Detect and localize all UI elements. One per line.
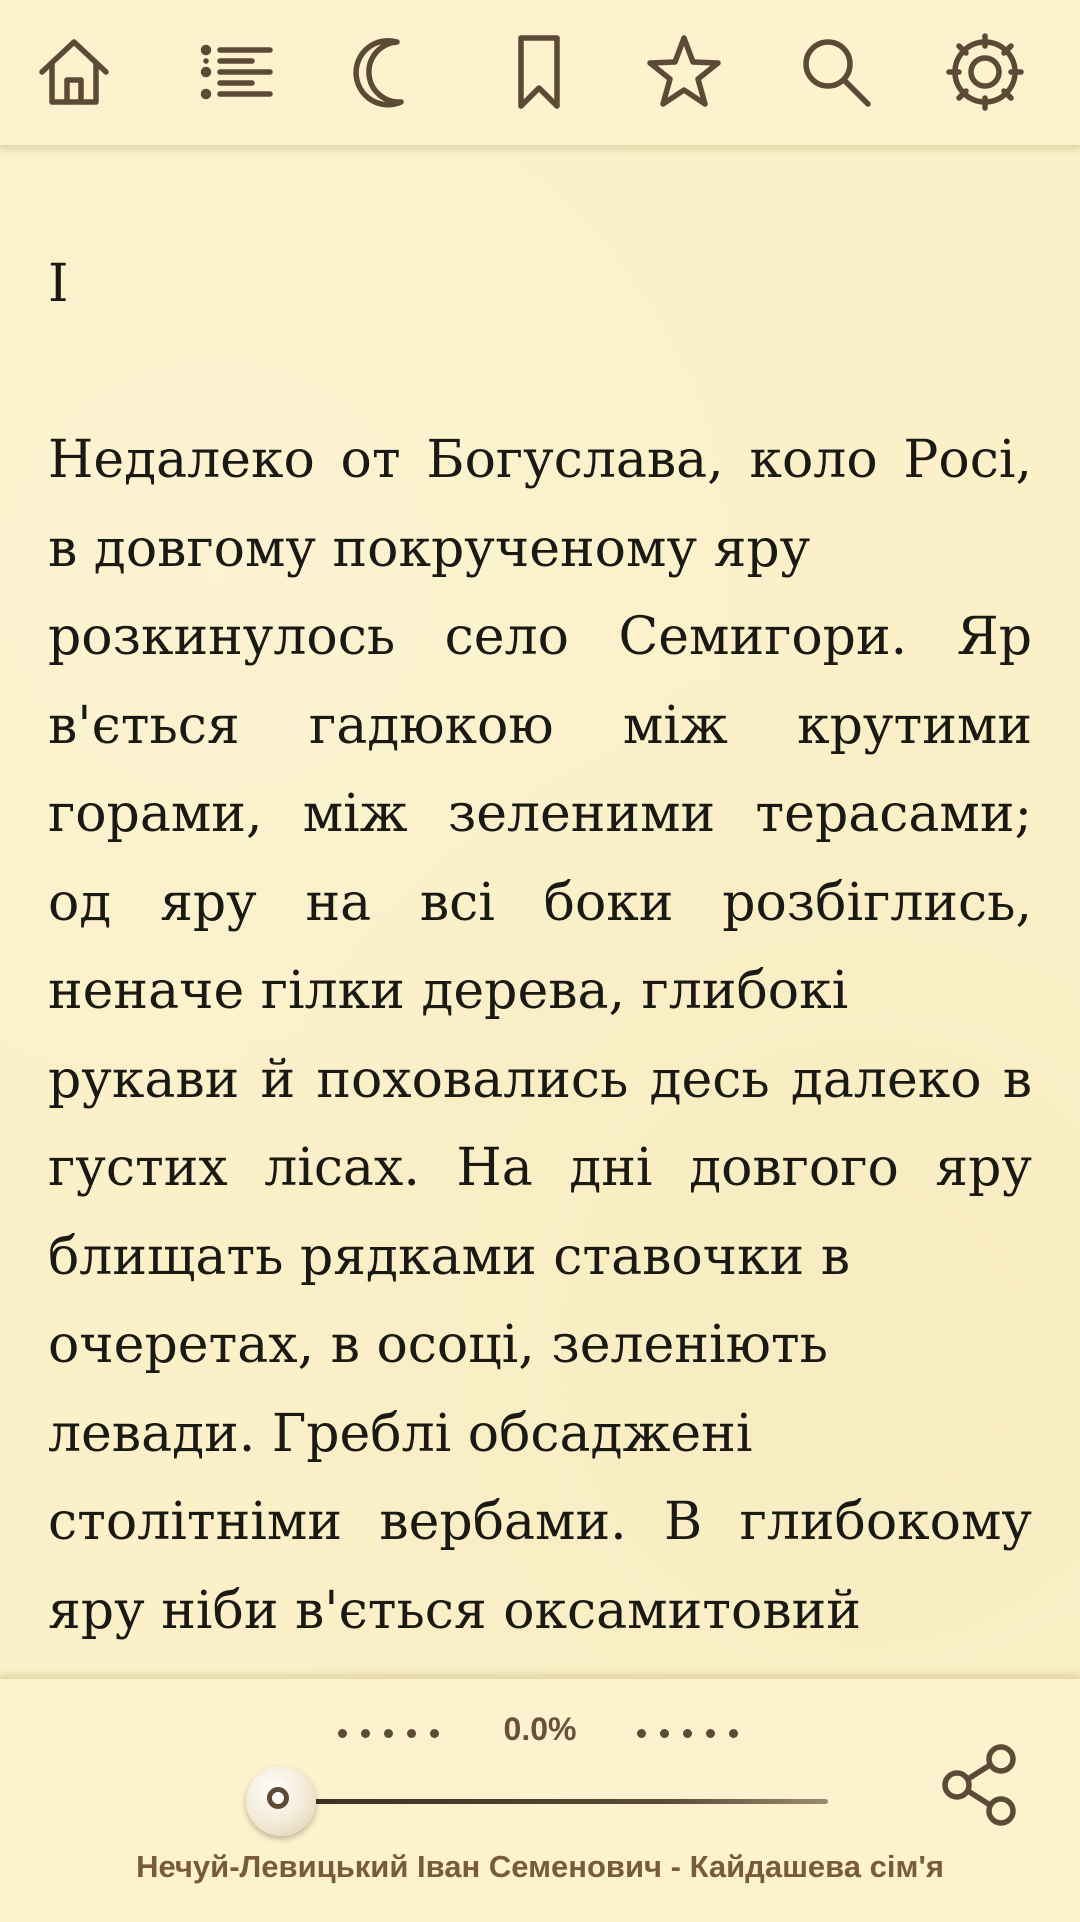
dot: [430, 1729, 439, 1738]
progress-slider-thumb[interactable]: [246, 1766, 316, 1836]
text-line: блищать рядками ставочки в: [48, 1226, 851, 1287]
night-mode-button[interactable]: [333, 22, 433, 122]
bookmark-icon: [495, 28, 583, 116]
next-page-dots[interactable]: [637, 1729, 738, 1738]
progress-slider-track[interactable]: [288, 1799, 828, 1804]
dot: [407, 1729, 416, 1738]
dot: [729, 1729, 738, 1738]
settings-button[interactable]: [935, 22, 1035, 122]
text-line: очеретах, в осоці, зеленіють: [48, 1315, 828, 1375]
dot: [338, 1729, 347, 1738]
reading-page[interactable]: [48, 240, 1032, 1670]
dot: [384, 1729, 393, 1738]
text-line: яру ніби в'ється оксамитовий: [48, 1580, 861, 1641]
top-toolbar: [0, 0, 1080, 147]
text-line: розкинулось село Семигори. Яр: [48, 607, 1032, 667]
dot: [361, 1729, 370, 1738]
share-button[interactable]: [935, 1739, 1025, 1829]
bookmark-button[interactable]: [489, 22, 589, 122]
text-line: левади. Греблі обсаджені: [48, 1403, 753, 1464]
text-line: рукави й поховались десь далеко в: [48, 1049, 1032, 1110]
night-mode-icon: [339, 28, 427, 116]
contents-button[interactable]: [186, 22, 286, 122]
share-icon: [935, 1739, 1025, 1829]
previous-page-dots[interactable]: [338, 1729, 439, 1738]
home-button[interactable]: [24, 22, 124, 122]
contents-list-icon: [192, 28, 280, 116]
progress-percent: 0.0%: [503, 1711, 577, 1747]
favorite-button[interactable]: [634, 22, 734, 122]
book-title: Нечуй-Левицький Іван Семенович - Кайдашева сім'я: [136, 1849, 944, 1884]
text-line: горами, між зеленими терасами;: [48, 784, 1032, 844]
text-body: [48, 416, 1032, 1655]
dot: [660, 1729, 669, 1738]
text-line: густих лісах. На дні довгого яру: [48, 1138, 1032, 1198]
dot: [706, 1729, 715, 1738]
text-line: од яру на всі боки розбіглись,: [48, 872, 1032, 933]
text-line: в довгому покрученому яру: [48, 518, 811, 579]
bottom-panel: [0, 1677, 1080, 1922]
text-line: неначе гілки дерева, глибокі: [48, 961, 849, 1021]
chapter-heading: I: [48, 254, 69, 314]
text-line: в'ється гадюкою між крутими: [48, 695, 1032, 756]
text-line: столітніми вербами. В глибокому: [48, 1492, 1032, 1552]
search-button[interactable]: [786, 22, 886, 122]
search-icon: [792, 28, 880, 116]
dot: [637, 1729, 646, 1738]
home-icon: [30, 28, 118, 116]
settings-gear-icon: [941, 28, 1029, 116]
dot: [683, 1729, 692, 1738]
favorite-star-icon: [640, 28, 728, 116]
text-line: Недалеко от Богуслава, коло Росі,: [48, 430, 1032, 490]
